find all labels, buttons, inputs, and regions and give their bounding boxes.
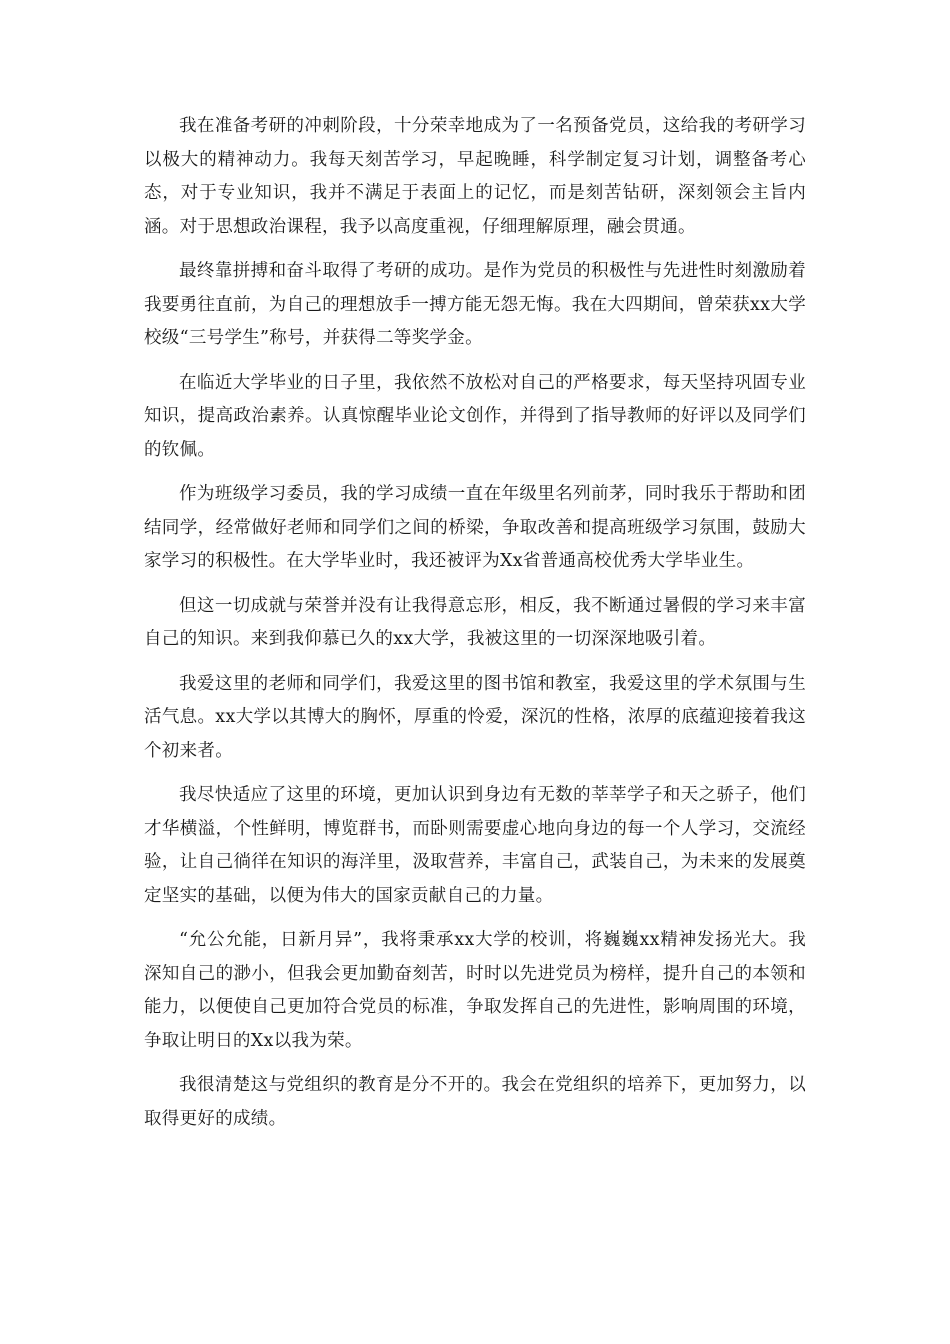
paragraph-3: 在临近大学毕业的日子里，我依然不放松对自己的严格要求，每天坚持巩固专业知识，提高政治素养。认真惊醒毕业论文创作，并得到了指导教师的好评以及同学们的钦佩。 [144,372,806,460]
paragraph-8: “允公允能，日新月异”，我将秉承xx大学的校训，将巍巍xx精神发扬光大。我深知自己的渺小，但我会更加勤奋刻苦，时时以先进党员为榜样，提升自己的本领和能力，以便使自己更加符合党员的标准，争取发挥自己的先进性，影响周围的环境，争取让明日的Xx以我为荣。 [144,930,806,1051]
paragraph-7: 我尽快适应了这里的环境，更加认识到身边有无数的莘莘学子和天之骄子，他们才华横溢，个性鲜明，博览群书，而卧则需要虚心地向身边的每一个人学习，交流经验，让自己徜徉在知识的海洋里，汲取营养，丰富自己，武装自己，为未来的发展奠定坚实的基础，以便为伟大的国家贡献自己的力量。 [144,785,806,906]
paragraph-9: 我很清楚这与党组织的教育是分不开的。我会在党组织的培养下，更加努力，以取得更好的成绩。 [144,1075,806,1129]
paragraph-5: 但这一切成就与荣誉并没有让我得意忘形，相反，我不断通过暑假的学习来丰富自己的知识。来到我仰慕已久的xx大学，我被这里的一切深深地吸引着。 [144,595,806,649]
document-body [144,110,806,1147]
paragraph-4: 作为班级学习委员，我的学习成绩一直在年级里名列前茅，同时我乐于帮助和团结同学，经常做好老师和同学们之间的桥梁，争取改善和提高班级学习氛围，鼓励大家学习的积极性。在大学毕业时，我还被评为Xx省普通高校优秀大学毕业生。 [144,484,806,571]
paragraph-2: 最终靠拼搏和奋斗取得了考研的成功。是作为党员的积极性与先进性时刻激励着我要勇往直前，为自己的理想放手一搏方能无怨无悔。我在大四期间，曾荣获xx大学校级“三号学生”称号，并获得二等奖学金。 [144,261,806,348]
paragraph-1: 我在准备考研的冲刺阶段，十分荣幸地成为了一名预备党员，这给我的考研学习以极大的精神动力。我每天刻苦学习，早起晚睡，科学制定复习计划，调整备考心态，对于专业知识，我并不满足于表面上的记忆，而是刻苦钻研，深刻领会主旨内涵。对于思想政治课程，我予以高度重视，仔细理解原理，融会贯通。 [144,116,806,237]
paragraph-6: 我爱这里的老师和同学们，我爱这里的图书馆和教室，我爱这里的学术氛围与生活气息。xx大学以其博大的胸怀，厚重的怜爱，深沉的性格，浓厚的底蕴迎接着我这个初来者。 [144,673,806,761]
